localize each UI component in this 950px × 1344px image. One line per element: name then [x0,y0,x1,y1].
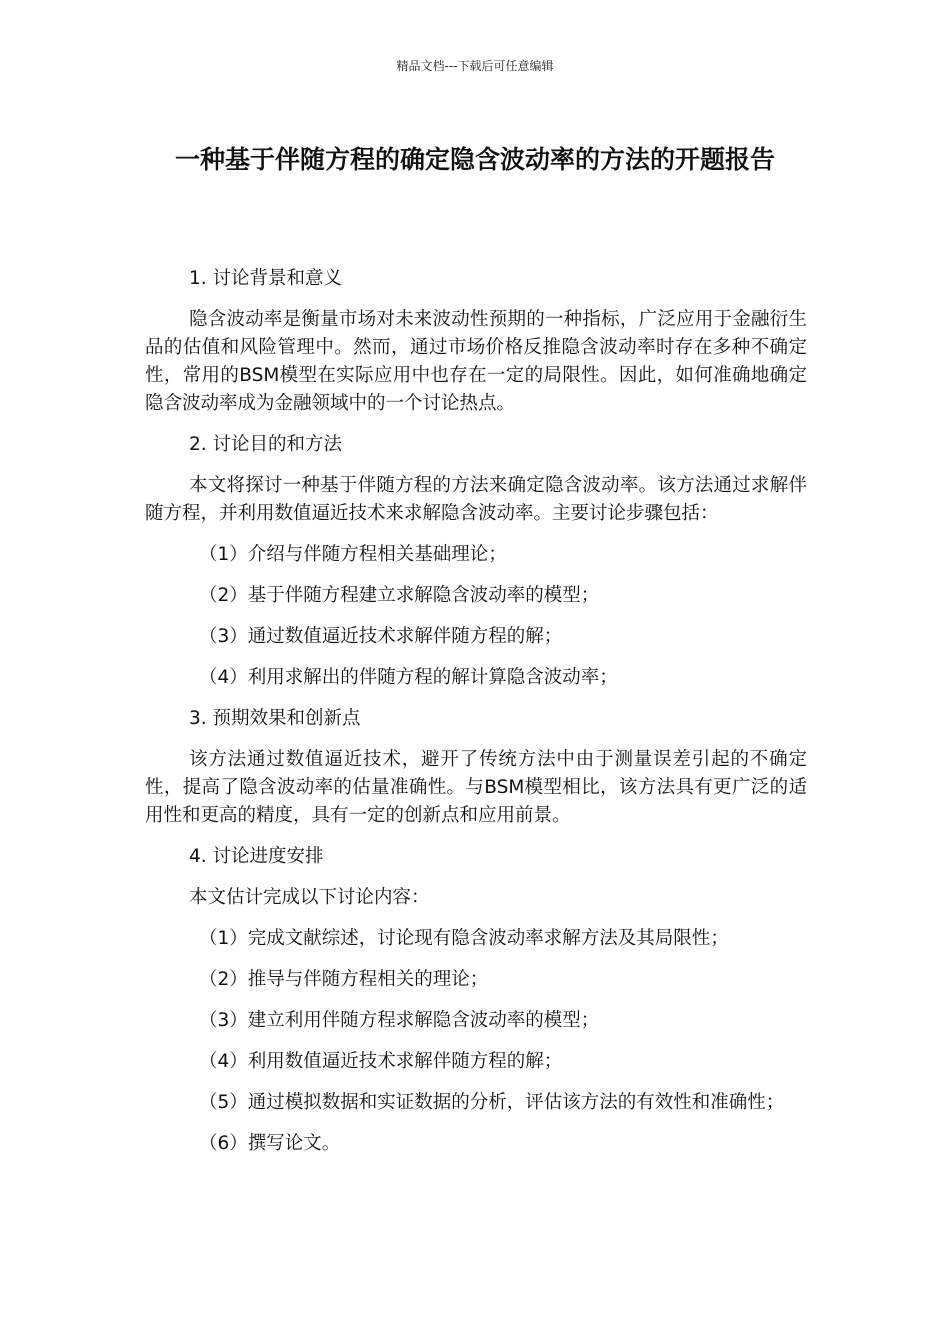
list-item: （3）建立利用伴随方程求解隐含波动率的模型； [199,1010,600,1031]
section-paragraph: 本文将探讨一种基于伴随方程的方法来确定隐含波动率。该方法通过求解伴随方程，并利用数值逼近技术来求解隐含波动率。主要讨论步骤包括： [145,475,807,524]
header-note: 精品文档---下载后可任意编辑 [396,59,554,73]
list-item: （4）利用数值逼近技术求解伴随方程的解； [199,1051,563,1072]
document-body [145,265,807,1158]
list-item: （3）通过数值逼近技术求解伴随方程的解； [199,626,563,647]
section-paragraph: 该方法通过数值逼近技术，避开了传统方法中由于测量误差引起的不确定性，提高了隐含波动率的估量准确性。与BSM模型相比，该方法具有更广泛的适用性和更高的精度，具有一定的创新点和应用前景。 [145,749,807,826]
section-paragraph: 隐含波动率是衡量市场对未来波动性预期的一种指标，广泛应用于金融衍生品的估值和风险管理中。然而，通过市场价格反推隐含波动率时存在多种不确定性，常用的BSM模型在实际应用中也存在一定的局限性。因此，如何准确地确定隐含波动率成为金融领域中的一个讨论热点。 [145,309,807,414]
list-item: （2）推导与伴随方程相关的理论； [199,969,489,990]
section-paragraph: 本文估计完成以下讨论内容： [189,887,430,908]
document-title: 一种基于伴随方程的确定隐含波动率的方法的开题报告 [174,145,775,174]
list-item: （2）基于伴随方程建立求解隐含波动率的模型； [199,585,600,606]
list-item: （6）撰写论文。 [199,1133,341,1154]
list-item: （1）完成文献综述，讨论现有隐含波动率求解方法及其局限性； [199,928,729,949]
list-item: （1）介绍与伴随方程相关基础理论； [199,544,507,565]
section-heading: 1. 讨论背景和意义 [189,268,343,289]
section-heading: 2. 讨论目的和方法 [189,434,343,455]
section-heading: 3. 预期效果和创新点 [189,708,361,729]
list-item: （4）利用求解出的伴随方程的解计算隐含波动率； [199,667,618,688]
section-heading: 4. 讨论进度安排 [189,846,324,867]
list-item: （5）通过模拟数据和实证数据的分析，评估该方法的有效性和准确性； [199,1092,785,1113]
